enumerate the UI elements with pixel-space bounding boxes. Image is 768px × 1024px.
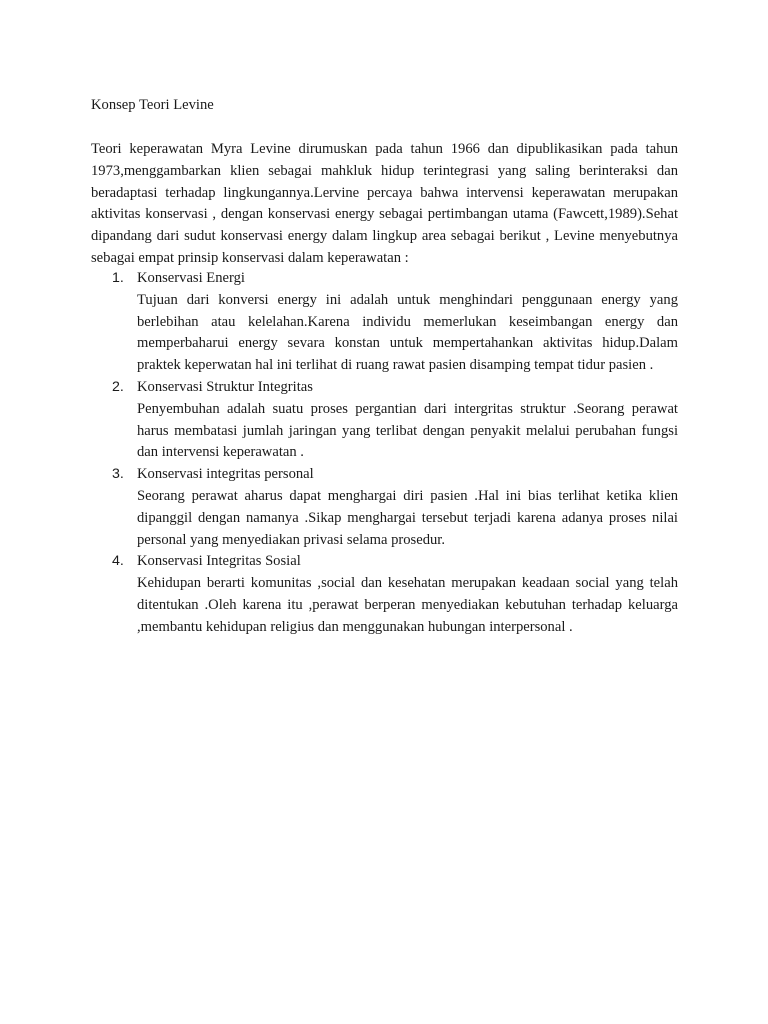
list-item xyxy=(91,268,678,377)
list-item-body: Penyembuhan adalah suatu proses pergantian dari intergritas struktur .Seorang perawat harus membatasi jumlah jaringan yang terlibat dengan penyakit melalui perubahan fungsi dan intervensi keperawatan . xyxy=(137,400,678,461)
list-item-number: 3. xyxy=(112,466,124,483)
list-item-body: Tujuan dari konversi energy ini adalah untuk menghindari penggunaan energy yang berlebihan atau kelelahan.Karena individu memerlukan keseimbangan energy dan memperbaharui energy sevara konstan untuk mempertahankan aktivitas hidup.Dalam praktek keperwatan hal ini terlihat di ruang rawat pasien disamping tempat tidur pasien . xyxy=(137,291,678,374)
page-title: Konsep Teori Levine xyxy=(91,97,214,113)
list-item xyxy=(91,377,678,464)
list-item-body: Seorang perawat aharus dapat menghargai diri pasien .Hal ini bias terlihat ketika klien dipanggil dengan namanya .Sikap menghargai tersebut terjadi karena adanya proses nilai personal yang menyediakan privasi selama prosedur. xyxy=(137,487,678,548)
list-item-heading: Konservasi Struktur Integritas xyxy=(137,378,313,395)
list-item-heading: Konservasi Integritas Sosial xyxy=(137,553,301,570)
intro-paragraph: Teori keperawatan Myra Levine dirumuskan pada tahun 1966 dan dipublikasikan pada tahun 1973,menggambarkan klien sebagai mahkluk hidup terintegrasi yang saling berinteraksi dan beradaptasi terhadap lingkungannya.Lervine percaya bahwa intervensi keperawatan merupakan aktivitas konservasi , dengan konservasi energy sebagai pertimbangan utama (Fawcett,1989).Sehat dipandang dari sudut konservasi energy dalam lingkup area sebagai berikut , Levine menyebutnya sebagai empat prinsip konservasi dalam keperawatan : xyxy=(91,141,678,266)
list-item-heading: Konservasi integritas personal xyxy=(137,466,314,483)
list-item-number: 1. xyxy=(112,270,124,286)
list-item-body: Kehidupan berarti komunitas ,social dan kesehatan merupakan keadaan social yang telah ditentukan .Oleh karena itu ,perawat berperan menyediakan kebutuhan terhadap keluarga ,membantu kehidupan religius dan menggunakan hubungan interpersonal . xyxy=(137,575,678,635)
conservation-principles-list xyxy=(91,268,678,639)
list-item xyxy=(91,464,678,551)
list-item-number: 2. xyxy=(112,378,124,395)
list-item-heading: Konservasi Energi xyxy=(137,270,245,286)
list-item-number: 4. xyxy=(112,553,124,570)
list-item xyxy=(91,551,678,638)
